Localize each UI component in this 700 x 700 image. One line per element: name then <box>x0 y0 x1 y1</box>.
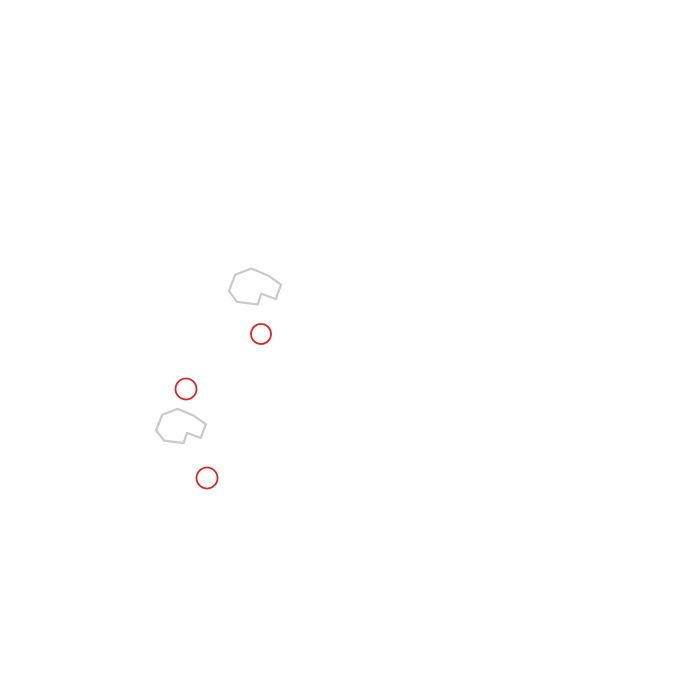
label-circle-b <box>251 324 271 344</box>
section-bottom-drawing <box>197 468 218 489</box>
section-top-drawing <box>176 324 272 400</box>
label-circle-r <box>197 468 218 489</box>
label-circle-a <box>176 379 197 400</box>
